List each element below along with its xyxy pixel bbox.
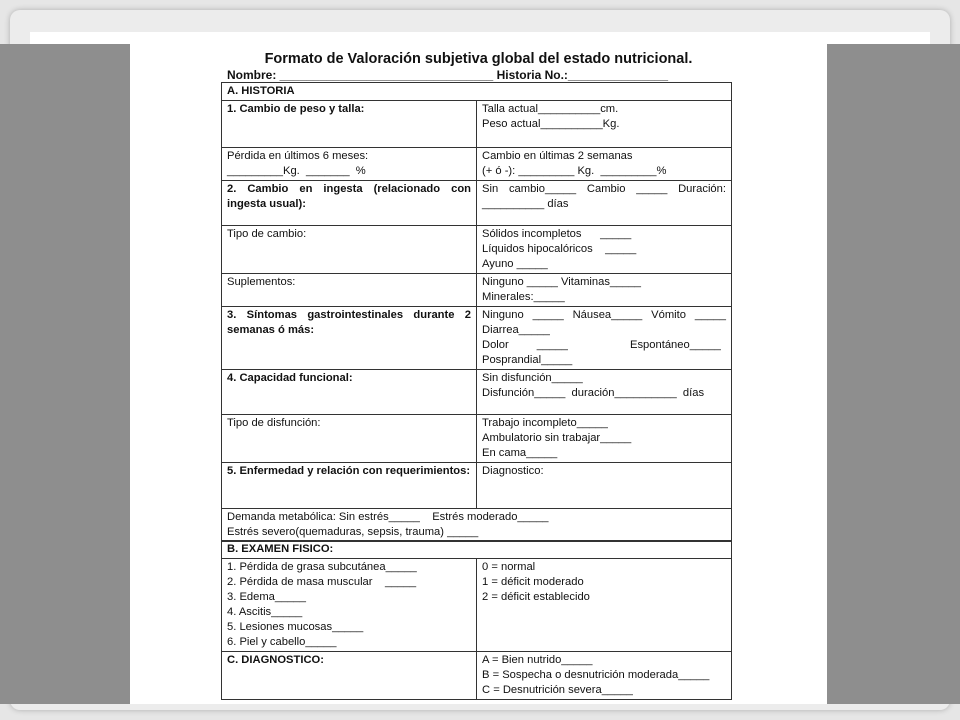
section-c-header: C. DIAGNOSTICO: <box>222 652 477 700</box>
ingesta-fields: Sin cambio_____ Cambio _____ Duración: __________ días <box>477 181 732 226</box>
row-tipo-disfuncion <box>222 415 732 463</box>
suplementos-fields <box>477 274 732 307</box>
scale-item: 2 = déficit establecido <box>482 591 590 603</box>
enfermedad-label: 5. Enfermedad y relación con requerimientos: <box>222 463 477 509</box>
sintomas-line-2: Dolor _____ Espontáneo_____ <box>482 339 721 351</box>
capacidad-label: 4. Capacidad funcional: <box>222 370 477 415</box>
ambulatorio-sin-trabajar: Ambulatorio sin trabajar_____ <box>482 432 632 444</box>
disfuncion-duracion: Disfunción_____ duración__________ días <box>482 387 705 399</box>
liquidos-hipocaloricos: Líquidos hipocalóricos _____ <box>482 243 637 255</box>
cambio-2-semanas <box>477 148 732 181</box>
ninguno-vitaminas: Ninguno _____ Vitaminas_____ <box>482 276 642 288</box>
section-a-table <box>221 82 732 542</box>
row-capacidad <box>222 370 732 415</box>
sintomas-label: 3. Síntomas gastrointestinales durante 2 semanas ó más: <box>222 307 477 370</box>
row-perdida <box>222 148 732 181</box>
sintomas-fields <box>477 307 732 370</box>
cambio-2-semanas-label: Cambio en últimas 2 semanas <box>482 150 633 162</box>
row-peso-talla <box>222 101 732 148</box>
peso-talla-fields <box>477 101 732 148</box>
trabajo-incompleto: Trabajo incompleto_____ <box>482 417 608 429</box>
perdida-label: Pérdida en últimos 6 meses: <box>227 150 369 162</box>
document-page <box>130 44 827 704</box>
slide-top-strip <box>30 32 930 44</box>
perdida-6-meses <box>222 148 477 181</box>
diagnostico-option: B = Sospecha o desnutrición moderada_____ <box>482 669 710 681</box>
sintomas-line-1: Ninguno _____ Náusea_____ Vómito _____ Diarrea_____ <box>482 309 726 336</box>
demanda-line-1: Demanda metabólica: Sin estrés_____ Estrés moderado_____ <box>227 511 549 523</box>
diagnostico-options <box>477 652 732 700</box>
en-cama: En cama_____ <box>482 447 558 459</box>
section-bc-table <box>221 540 732 700</box>
examen-item: 2. Pérdida de masa muscular _____ <box>227 576 417 588</box>
tipo-disfuncion-label: Tipo de disfunción: <box>222 415 477 463</box>
section-a-header: A. HISTORIA <box>222 83 732 101</box>
diagnostico-field: Diagnostico: <box>477 463 732 509</box>
diagnostico-option: C = Desnutrición severa_____ <box>482 684 633 696</box>
demanda-line-2: Estrés severo(quemaduras, sepsis, trauma) _____ <box>227 526 479 538</box>
row-examen-fisico <box>222 559 732 652</box>
examen-item: 5. Lesiones mucosas_____ <box>227 621 364 633</box>
sin-disfuncion: Sin disfunción_____ <box>482 372 583 384</box>
row-diagnostico <box>222 652 732 700</box>
row-enfermedad <box>222 463 732 509</box>
examen-item: 4. Ascitis_____ <box>227 606 303 618</box>
examen-scale <box>477 559 732 652</box>
examen-item: 6. Piel y cabello_____ <box>227 636 337 648</box>
suplementos-label: Suplementos: <box>222 274 477 307</box>
slide-area <box>0 44 960 704</box>
solidos-incompletos: Sólidos incompletos _____ <box>482 228 632 240</box>
row-sintomas <box>222 307 732 370</box>
ingesta-label: 2. Cambio en ingesta (relacionado con ingesta usual): <box>222 181 477 226</box>
section-b-header: B. EXAMEN FISICO: <box>222 541 732 559</box>
row-suplementos <box>222 274 732 307</box>
row-ingesta <box>222 181 732 226</box>
row-demanda <box>222 509 732 542</box>
sintomas-line-3: Posprandial_____ <box>482 354 573 366</box>
scale-item: 0 = normal <box>482 561 536 573</box>
peso-talla-label: 1. Cambio de peso y talla: <box>222 101 477 148</box>
examen-item: 3. Edema_____ <box>227 591 306 603</box>
name-history-line: Nombre: ________________________________ Historia No.:_______________ <box>227 68 669 82</box>
ayuno: Ayuno _____ <box>482 258 548 270</box>
peso-actual: Peso actual__________Kg. <box>482 118 620 130</box>
capacidad-fields <box>477 370 732 415</box>
cambio-2-semanas-fields: (+ ó -): _________ Kg. _________% <box>482 165 667 177</box>
minerales: Minerales:_____ <box>482 291 565 303</box>
demanda-metabolica <box>222 509 732 542</box>
document-title: Formato de Valoración subjetiva global del estado nutricional. <box>264 51 693 67</box>
talla-actual: Talla actual__________cm. <box>482 103 619 115</box>
examen-item: 1. Pérdida de grasa subcutánea_____ <box>227 561 417 573</box>
scale-item: 1 = déficit moderado <box>482 576 584 588</box>
diagnostico-option: A = Bien nutrido_____ <box>482 654 593 666</box>
tipo-cambio-fields <box>477 226 732 274</box>
examen-items <box>222 559 477 652</box>
perdida-fields: _________Kg. _______ % <box>227 165 366 177</box>
tipo-cambio-label: Tipo de cambio: <box>222 226 477 274</box>
row-tipo-cambio <box>222 226 732 274</box>
tipo-disfuncion-fields <box>477 415 732 463</box>
